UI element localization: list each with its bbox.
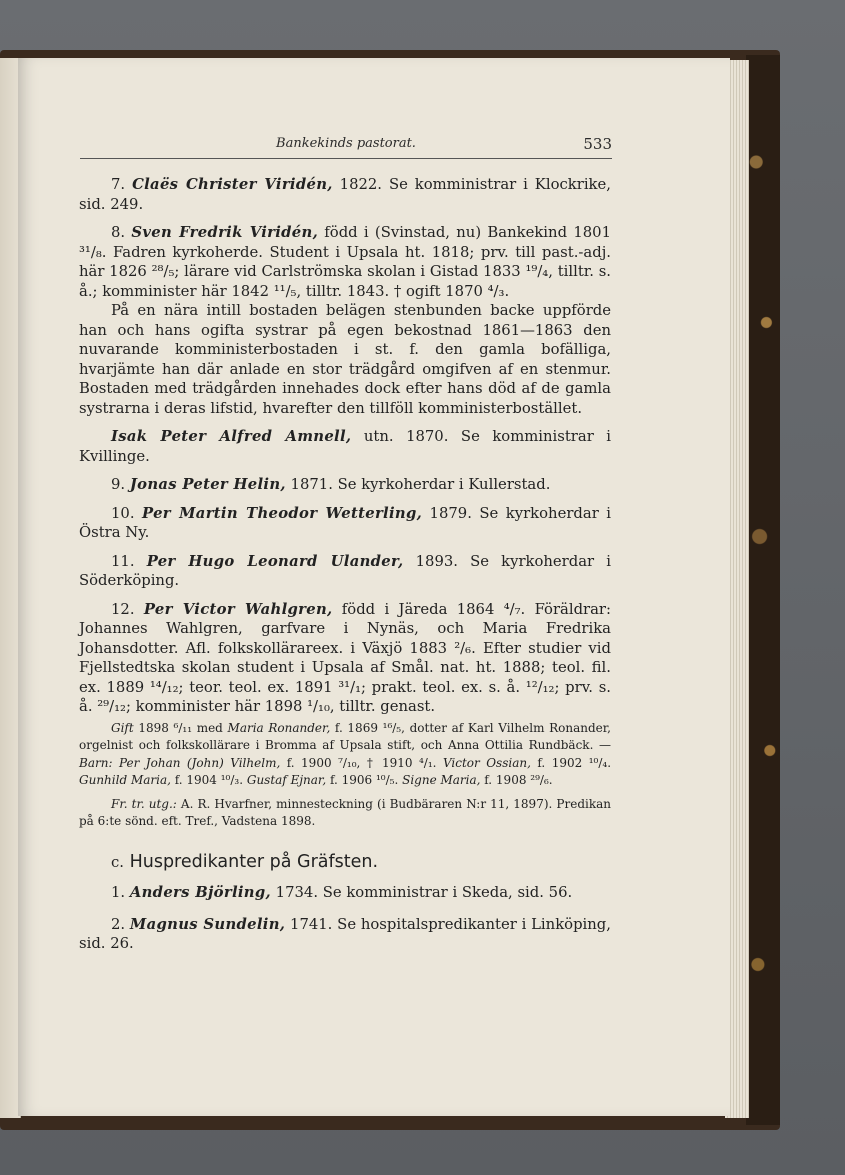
- entry-text: född i Järeda 1864 ⁴/₇. Föräldrar: Johannes Wahlgren, garfvare i Nynäs, och Maria Fredrika Johansdotter. Afl. folkskollärareex. i Växjö 1883 ²/₆. Efter studier vid Fjellstedtska skolan student i Upsala af Smål. nat. ht. 1888; teol. fil. ex. 1889 ¹⁴/₁₂; teor. teol. ex. 1891 ³¹/₁; prakt. teol. ex. s. å. ¹²/₁₂; prv. s. å. ²⁹/₁₂; komminister här 1898 ¹/₁₀, tilltr. genast.: [79, 600, 611, 715]
- entry-name: Claës Christer Viridén,: [132, 176, 333, 193]
- wife-name: Maria Ronander,: [227, 720, 331, 735]
- child-name: Signe Maria,: [398, 773, 481, 787]
- entry-9: [79, 475, 611, 495]
- gift-text: f. 1869 ¹⁶/₅, dotter af Karl Vilhelm Ronander, orgelnist och folkskollärare i Bromma af Upsala stift, och Anna Ottilia Rundbäck. —: [79, 720, 611, 752]
- child-dates: f. 1906 ¹⁰/₅.: [326, 773, 399, 787]
- entry-12-sources: [79, 796, 611, 831]
- barn-label: Barn:: [79, 755, 113, 770]
- entry-8-paragraph: På en nära intill bostaden belägen stenbunden backe uppförde han och hans ogifta systrar på egen bekostnad 1861—1863 den nuvarande komministerbostaden i st. f. den gamla bofälliga, hvarjämte han där anlade en stor trädgård omgifven af en stenmur. Bostaden med trädgården innehades dock efter hans död af de gamla systrarna i deras lifstid, hvarefter den tillföll komministerbostället.: [79, 302, 611, 417]
- entry-text: 1741. Se hospitalspredikanter i Linköping, sid. 26.: [79, 915, 611, 952]
- entry-text: 1822. Se komministrar i Klockrike, sid. 249.: [79, 176, 611, 213]
- entry-text: född i (Svinstad, nu) Bankekind 1801 ³¹/₈. Fadren kyrkoherde. Student i Upsala ht. 1818; prv. till past.-adj. här 1826 ²⁸/₅; lärare vid Carlströmska skolan i Gistad 1833 ¹⁹/₄, tilltr. s. å.; komminister här 1842 ¹¹/₅, tilltr. 1843. † ogift 1870 ⁴/₃.: [79, 224, 611, 300]
- marbled-cover-edge: [746, 55, 780, 1125]
- entry-name: Jonas Peter Helin,: [129, 476, 286, 493]
- entry-number: 9.: [111, 476, 126, 493]
- child-name: Gustaf Ejnar,: [243, 773, 327, 787]
- entry-text: 1893. Se kyrkoherdar i Söderköping.: [79, 552, 611, 589]
- entry-11: [79, 552, 611, 591]
- entry-12: [79, 600, 611, 717]
- entry-number: 11.: [111, 552, 135, 570]
- entry-10: [79, 504, 611, 543]
- entry-number: 7.: [111, 176, 126, 193]
- entry-number: 12.: [111, 600, 135, 618]
- entry-name: Magnus Sundelin,: [129, 915, 286, 933]
- entry-name: Per Hugo Leonard Ulander,: [146, 552, 404, 570]
- child-dates: f. 1904 ¹⁰/₃.: [170, 773, 244, 787]
- entry-c1: [79, 883, 611, 903]
- child-dates: f. 1900 ⁷/₁₀, † 1910 ⁴/₁.: [280, 755, 437, 770]
- entry-number: 2.: [111, 915, 126, 933]
- child-dates: f. 1902 ¹⁰/₄.: [530, 755, 612, 770]
- entry-number: 10.: [111, 504, 135, 522]
- entry-name: Anders Björling,: [129, 884, 271, 901]
- section-letter: c.: [111, 853, 124, 871]
- entry-name: Sven Fredrik Viridén,: [131, 224, 319, 241]
- entry-name: Per Victor Wahlgren,: [143, 600, 333, 618]
- entry-8: [79, 223, 611, 301]
- entry-c2: [79, 915, 611, 954]
- sources-label: Fr. tr. utg.:: [111, 796, 177, 811]
- entry-amnell: [79, 427, 611, 466]
- entry-number: 8.: [111, 224, 126, 241]
- entry-12-family: [79, 720, 611, 790]
- page-body: [79, 175, 611, 954]
- entry-name: Per Martin Theodor Wetterling,: [142, 504, 423, 522]
- page-number: 533: [583, 135, 612, 153]
- child-name: Gunhild Maria,: [79, 773, 171, 787]
- section-title: Huspredikanter på Gräfsten.: [129, 851, 379, 872]
- child-dates: f. 1908 ²⁹/₆.: [480, 773, 553, 787]
- sources-text: A. R. Hvarfner, minnesteckning (i Budbäraren N:r 11, 1897). Predikan på 6:te sönd. eft. Tref., Vadstena 1898.: [79, 796, 611, 828]
- child-name: Per Johan (John) Vilhelm,: [112, 755, 281, 770]
- entry-7: [79, 175, 611, 214]
- header-title: Bankekinds pastorat.: [276, 136, 416, 151]
- entry-text: 1871. Se kyrkoherdar i Kullerstad.: [285, 476, 551, 493]
- child-name: Victor Ossian,: [436, 755, 531, 770]
- gift-label: Gift: [111, 720, 134, 735]
- entry-number: 1.: [111, 884, 126, 901]
- entry-text: utn. 1870. Se komministrar i Kvillinge.: [79, 428, 611, 465]
- entry-text: 1879. Se kyrkoherdar i Östra Ny.: [79, 504, 611, 541]
- section-heading-c: [79, 853, 611, 873]
- entry-text: 1734. Se komministrar i Skeda, sid. 56.: [270, 884, 573, 901]
- running-header: [80, 134, 612, 159]
- gift-text: 1898 ⁶/₁₁ med: [133, 720, 228, 735]
- entry-name: Isak Peter Alfred Amnell,: [111, 428, 352, 445]
